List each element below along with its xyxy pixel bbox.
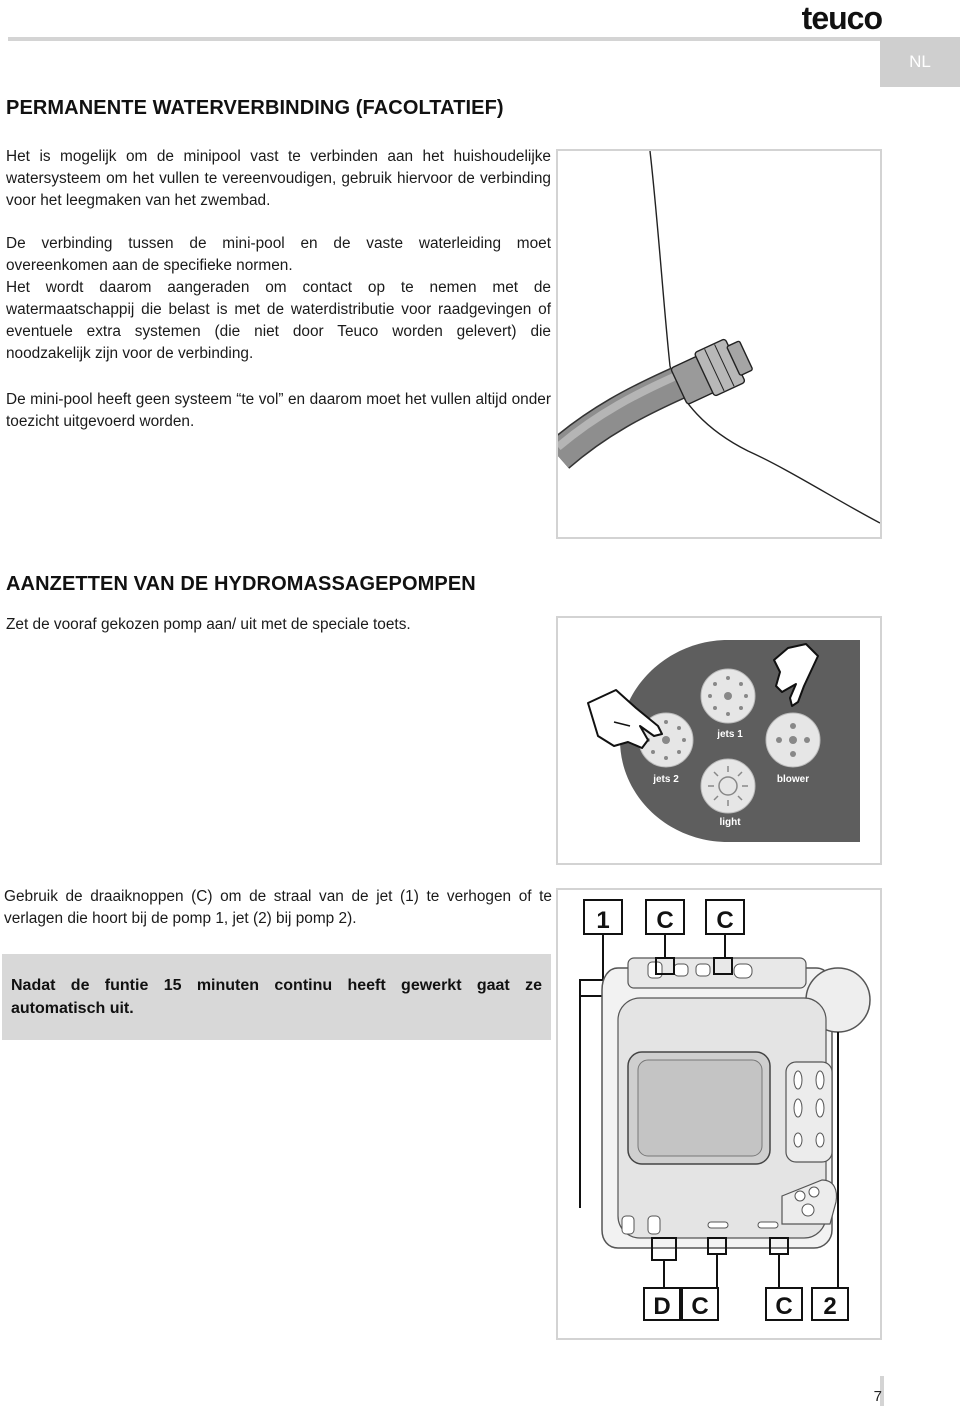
label-box-c xyxy=(682,1288,718,1320)
top-view-diagram xyxy=(556,888,882,1340)
label-box-c xyxy=(646,900,684,934)
language-tab: NL xyxy=(880,37,960,87)
paragraph-text: Het wordt daarom aangeraden om contact op te nemen met de watermaatschappij die belast is met de waterdistributie voor raadgevingen of eventuele extra systemen (die niet door Teuco worden gelevert) die noodzakelijk zijn voor de verbinding. xyxy=(6,279,551,362)
paragraph-connection-norms xyxy=(6,233,551,365)
paragraph-overflow-warning xyxy=(6,389,551,433)
blower-button xyxy=(766,713,820,767)
label-box-c xyxy=(766,1288,802,1320)
label-box-d xyxy=(644,1288,680,1320)
paragraph-text: Zet de vooraf gekozen pomp aan/ uit met de speciale toets. xyxy=(6,616,411,633)
paragraph-text: Het is mogelijk om de minipool vast te verbinden aan het huishoudelijke watersysteem om het vullen te vereenvoudigen, gebruik hiervoor de verbinding voor het leegmaken van het zwembad. xyxy=(6,148,551,209)
page-number: 7 xyxy=(873,1388,882,1405)
label-box-1 xyxy=(584,900,622,934)
section-title-pumps: AANZETTEN VAN DE HYDROMASSAGEPOMPEN xyxy=(6,573,476,595)
header-rule xyxy=(8,37,880,41)
jets2-label: jets 2 xyxy=(653,774,679,785)
light-label: light xyxy=(719,817,741,828)
paragraph-pump-toggle xyxy=(6,614,551,636)
blower-label: blower xyxy=(776,774,810,785)
top-view-illustration xyxy=(558,890,880,1338)
label-text: 1 xyxy=(596,907,610,934)
control-panel-figure xyxy=(556,616,882,865)
paragraph-connection-intro xyxy=(6,146,551,212)
hose-connection-figure xyxy=(556,149,882,539)
label-box-c xyxy=(706,900,744,934)
light-button xyxy=(701,759,755,813)
jets1-label: jets 1 xyxy=(717,729,743,740)
paragraph-text: De mini-pool heeft geen systeem “te vol” en daarom moet het vullen altijd onder toezicht uitgevoerd worden. xyxy=(6,391,551,430)
hose-connection-illustration xyxy=(558,151,880,537)
label-text: 2 xyxy=(823,1293,837,1320)
brand-logo: teuco xyxy=(801,0,882,36)
label-text: C xyxy=(691,1293,709,1320)
label-text: C xyxy=(775,1293,793,1320)
control-panel-illustration xyxy=(558,618,880,863)
label-box-2 xyxy=(812,1288,848,1320)
paragraph-jet-intensity xyxy=(4,886,552,930)
label-text: D xyxy=(653,1293,671,1320)
label-text: C xyxy=(656,907,674,934)
paragraph-text: De verbinding tussen de mini-pool en de vaste waterleiding moet overeenkomen aan de specifieke normen. xyxy=(6,235,551,274)
jets1-button xyxy=(701,669,755,723)
auto-off-note xyxy=(2,954,551,1040)
paragraph-text: Gebruik de draaiknoppen (C) om de straal van de jet (1) te verhogen of te verlagen die hoort bij de pomp 1, jet (2) bij pomp 2). xyxy=(4,888,552,927)
note-text: Nadat de funtie 15 minuten continu heeft gewerkt gaat ze automatisch uit. xyxy=(11,977,542,1017)
section-title-water-connection: PERMANENTE WATERVERBINDING (FACOLTATIEF) xyxy=(6,97,504,119)
label-text: C xyxy=(716,907,734,934)
